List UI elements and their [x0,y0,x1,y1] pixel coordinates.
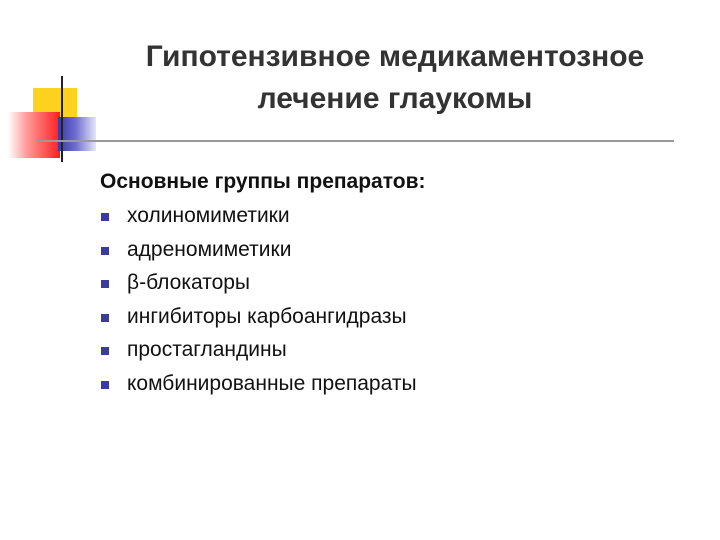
square-bullet-icon [101,314,109,322]
red-gradient-square-decoration [8,112,60,158]
list-item [100,266,680,300]
square-bullet-icon [101,213,109,221]
list-item-label: комбинированные препараты [127,371,417,395]
list-item-label: ингибиторы карбоангидразы [127,304,407,328]
slide-body [100,165,680,400]
vertical-rule [61,76,63,162]
list-item [100,233,680,267]
list-item-label: простагландины [127,338,287,361]
square-bullet-icon [101,247,109,255]
list-item [100,300,680,334]
horizontal-rule [36,140,674,142]
list-item [100,367,680,401]
list-item-label: β-блокаторы [127,271,251,294]
square-bullet-icon [101,381,109,389]
title-line-1: Гипотензивное медикаментозное [145,40,645,73]
square-bullet-icon [101,347,109,355]
list-item [100,333,680,367]
list-item-label: холиномиметики [127,204,290,227]
drug-group-list [100,199,680,400]
list-item-label: адреномиметики [127,237,292,261]
square-bullet-icon [101,280,109,288]
list-item [100,199,680,233]
section-heading: Основные группы препаратов: [100,170,426,193]
slide-title [95,36,695,120]
blue-gradient-square-decoration [58,117,96,151]
title-line-2: лечение глаукомы [257,82,533,115]
